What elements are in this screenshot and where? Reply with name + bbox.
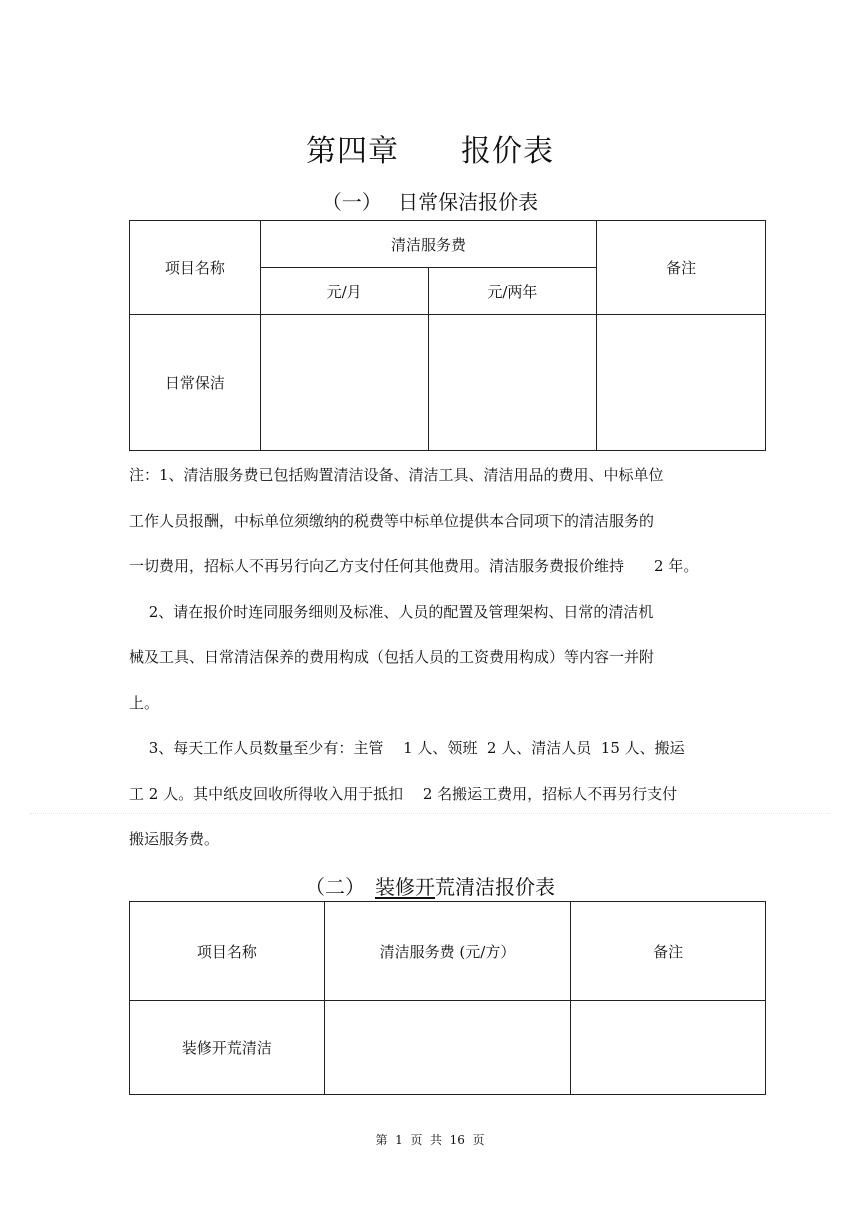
row-project-name: 日常保洁 xyxy=(130,315,261,451)
table-row xyxy=(130,315,766,451)
header-project-name: 项目名称 xyxy=(130,902,325,1001)
header-fee-two-years: 元/两年 xyxy=(428,268,597,315)
row-fee-month-cell xyxy=(260,315,428,451)
header-remark: 备注 xyxy=(571,902,766,1001)
note-line-2: 工作人员报酬，中标单位须缴纳的税费等中标单位提供本合同项下的清洁服务的 xyxy=(129,512,655,530)
section1-number: （一） xyxy=(321,190,372,214)
header-cleaning-fee-per-sqm: 清洁服务费 (元/方） xyxy=(324,902,571,1001)
note-line-3: 一切费用，招标人不再另行向乙方支付任何其他费用。清洁服务费报价维持 2 年。 xyxy=(129,557,699,575)
row-fee-two-years-cell xyxy=(428,315,597,451)
header-remark: 备注 xyxy=(597,221,766,315)
daily-cleaning-quote-table xyxy=(129,220,766,451)
faint-divider xyxy=(30,813,830,814)
renovation-cleaning-quote-table xyxy=(129,901,766,1095)
section2-number: （二） xyxy=(305,875,355,899)
note-line-4: 2、请在报价时连同服务细则及标准、人员的配置及管理架构、日常的清洁机 xyxy=(129,603,654,621)
row-fee-cell xyxy=(324,1001,571,1095)
row-project-name: 装修开荒清洁 xyxy=(130,1001,325,1095)
note-line-6: 上。 xyxy=(129,694,160,712)
section1-title: 日常保洁报价表 xyxy=(398,190,539,214)
note-line-8: 工 2 人。其中纸皮回收所得收入用于抵扣 2 名搬运工费用，招标人不再另行支付 xyxy=(129,785,678,803)
header-project-name: 项目名称 xyxy=(130,221,261,315)
note-line-7: 3、每天工作人员数量至少有：主管 1 人、领班 2 人、清洁人员 15 人、搬运 xyxy=(129,739,685,757)
section2-heading xyxy=(0,871,860,900)
table-row xyxy=(130,1001,766,1095)
section2-title-rest: 荒清洁报价表 xyxy=(435,875,555,899)
note-line-1: 注：1、清洁服务费已包括购置清洁设备、清洁工具、清洁用品的费用、中标单位 xyxy=(129,466,664,484)
section2-title-underlined: 装修开 xyxy=(375,875,435,899)
note-line-5: 械及工具、日常清洁保养的费用构成（包括人员的工资费用构成）等内容一并附 xyxy=(129,648,655,666)
header-fee-per-month: 元/月 xyxy=(260,268,428,315)
page-footer: 第 1 页 共 16 页 xyxy=(375,1133,485,1147)
row-remark-cell xyxy=(597,315,766,451)
header-cleaning-fee: 清洁服务费 xyxy=(260,221,596,268)
row-remark-cell xyxy=(571,1001,766,1095)
page-title: 第四章 报价表 xyxy=(306,134,554,169)
note-line-9: 搬运服务费。 xyxy=(129,830,220,848)
section1-heading xyxy=(0,186,860,215)
